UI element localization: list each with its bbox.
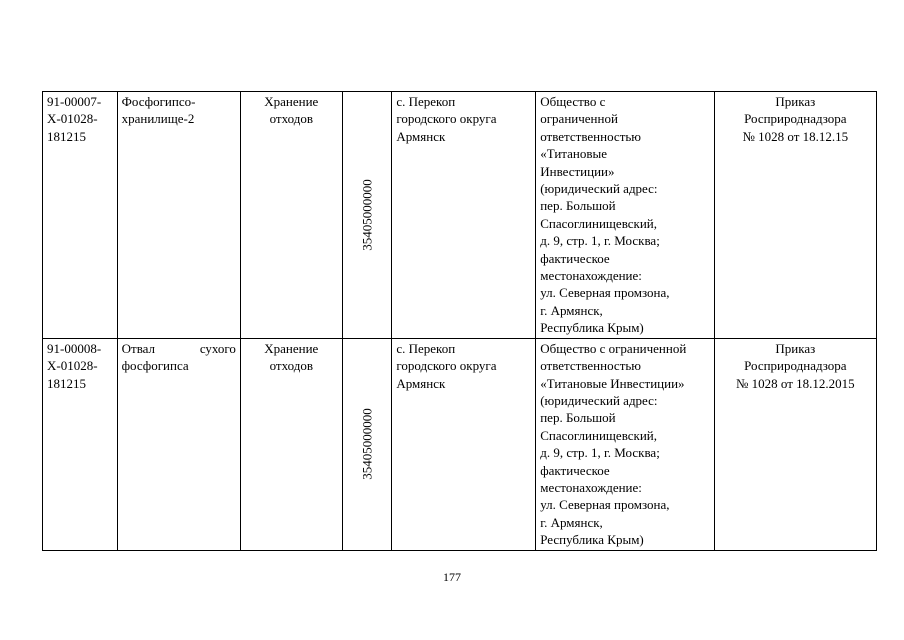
- order-line: Росприроднадзора: [744, 358, 847, 374]
- object-code-line: Х-01028-: [47, 358, 98, 374]
- order-cell: [714, 338, 876, 550]
- operator-line: Общество с: [540, 94, 606, 109]
- order-cell: [714, 92, 876, 339]
- operator-line: местонахождение:: [540, 479, 642, 495]
- object-name-cell: [117, 338, 240, 550]
- operator-line: пер. Большой: [540, 198, 616, 214]
- object-name-cell: [117, 92, 240, 339]
- operator-cell: [536, 338, 714, 550]
- object-code-line: 181215: [47, 375, 86, 391]
- purpose-line: Хранение: [264, 94, 319, 109]
- object-code-cell: [43, 338, 118, 550]
- operator-line: Инвестиции»: [540, 163, 615, 179]
- operator-line: ответственностью: [540, 128, 642, 144]
- registry-table: [42, 91, 877, 551]
- order-line: № 1028 от 18.12.2015: [736, 375, 855, 391]
- object-name-word: Отвал: [121, 340, 156, 356]
- operator-line: Общество с ограниченной: [540, 340, 687, 356]
- operator-cell: [536, 92, 714, 339]
- operator-line: пер. Большой: [540, 410, 616, 426]
- operator-line: ул. Северная промзона,: [540, 285, 670, 301]
- operator-line: (юридический адрес:: [540, 181, 658, 197]
- location-line: с. Перекоп: [396, 340, 456, 356]
- operator-line: фактическое: [540, 462, 610, 478]
- operator-line: Республика Крым): [540, 532, 644, 548]
- object-name-line: Фосфогипсо-: [121, 94, 196, 109]
- location-cell: [392, 92, 536, 339]
- operator-line: Спасоглинищевский,: [540, 427, 658, 443]
- object-name-line: фосфогипса: [121, 358, 189, 374]
- operator-line: ул. Северная промзона,: [540, 497, 670, 513]
- purpose-line: отходов: [269, 111, 313, 127]
- operator-line: Спасоглинищевский,: [540, 215, 658, 231]
- order-line: Приказ: [775, 94, 816, 109]
- order-line: Росприроднадзора: [744, 111, 847, 127]
- okato-code: 35405000000: [359, 408, 375, 480]
- operator-line: Республика Крым): [540, 320, 644, 336]
- okato-cell: [342, 92, 392, 339]
- operator-line: фактическое: [540, 250, 610, 266]
- location-cell: [392, 338, 536, 550]
- location-line: Армянск: [396, 375, 446, 391]
- page-number: 177: [443, 570, 461, 584]
- location-line: с. Перекоп: [396, 94, 456, 109]
- operator-line: (юридический адрес:: [540, 392, 658, 408]
- object-code-line: Х-01028-: [47, 111, 98, 127]
- operator-line: д. 9, стр. 1, г. Москва;: [540, 445, 660, 461]
- operator-line: г. Армянск,: [540, 302, 603, 318]
- location-line: городского округа: [396, 111, 497, 127]
- purpose-cell: [240, 92, 342, 339]
- object-name-line: хранилище-2: [121, 111, 195, 127]
- table-row: [43, 338, 877, 550]
- order-line: № 1028 от 18.12.15: [742, 128, 849, 144]
- operator-line: ограниченной: [540, 111, 618, 127]
- operator-line: «Титановые: [540, 146, 608, 162]
- object-code-line: 181215: [47, 128, 86, 144]
- object-name-word: сухого: [199, 340, 236, 356]
- okato-code: 35405000000: [359, 179, 375, 251]
- order-line: Приказ: [775, 340, 816, 356]
- purpose-line: отходов: [269, 358, 313, 374]
- operator-line: ответственностью: [540, 358, 642, 374]
- operator-line: д. 9, стр. 1, г. Москва;: [540, 233, 660, 249]
- okato-cell: [342, 338, 392, 550]
- object-code-line: 91-00008-: [47, 340, 102, 356]
- location-line: Армянск: [396, 128, 446, 144]
- operator-line: местонахождение:: [540, 268, 642, 284]
- purpose-line: Хранение: [264, 340, 319, 356]
- operator-line: г. Армянск,: [540, 514, 603, 530]
- purpose-cell: [240, 338, 342, 550]
- object-code-cell: [43, 92, 118, 339]
- table-row: [43, 92, 877, 339]
- object-name-line: [122, 340, 236, 357]
- operator-line: «Титановые Инвестиции»: [540, 375, 685, 391]
- location-line: городского округа: [396, 358, 497, 374]
- object-code-line: 91-00007-: [47, 94, 102, 109]
